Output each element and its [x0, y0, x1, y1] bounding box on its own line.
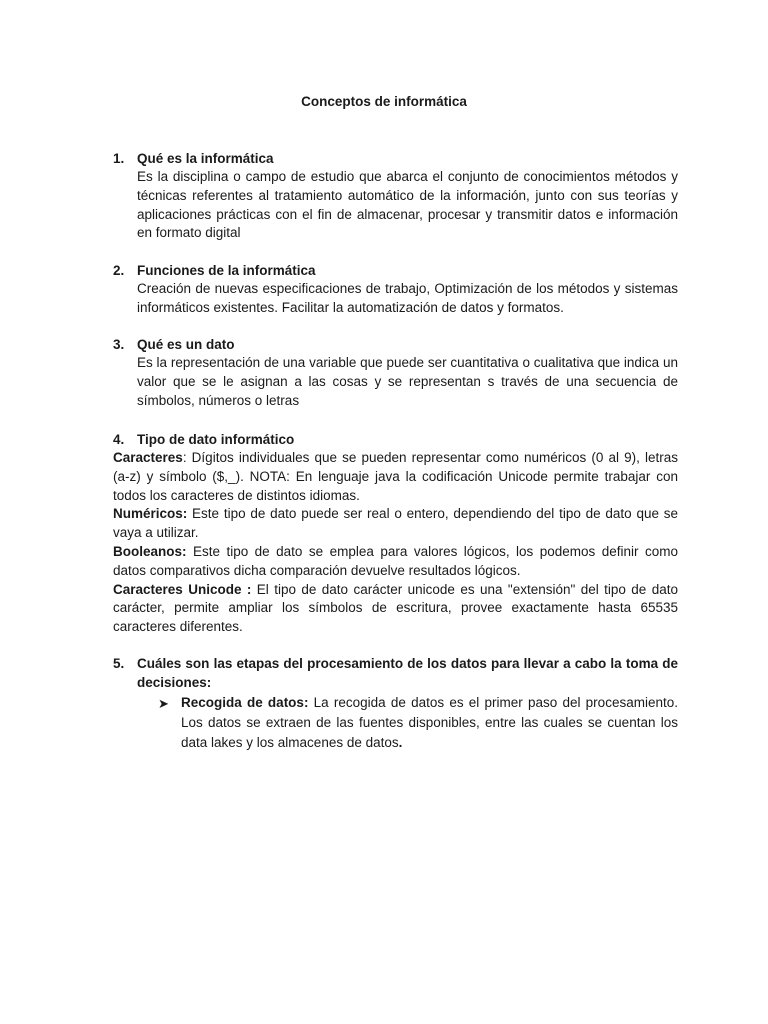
term-description: : Dígitos individuales que se pueden representar como numéricos (0 al 9), letras (a-z) y símbolo ($,_). NOTA: En lenguaje java la codificación Unicode permite trabajar con todos los caracteres de distintos idiomas. [113, 450, 678, 503]
section-4 [113, 430, 678, 637]
term-description: La recogida de datos es el primer paso del procesamiento. Los datos se extraen de las fuentes disponibles, entre las cuales se cuentan los data lakes y los almacenes de datos [181, 695, 678, 750]
bullet-text [181, 693, 678, 753]
section-5 [113, 654, 678, 753]
term-label: Numéricos: [113, 506, 188, 522]
section-number: 5. [113, 656, 125, 671]
arrowhead-bullet-icon: ➤ [158, 696, 169, 711]
section-2 [113, 261, 678, 318]
section-title: Qué es un dato [137, 337, 235, 352]
data-type-numericos [113, 505, 678, 543]
section-heading [113, 430, 678, 449]
section-title: Qué es la informática [137, 151, 274, 166]
section-body: Creación de nuevas especificaciones de trabajo, Optimización de los métodos y sistemas informáticos existentes. Facilitar la automatización de datos y formatos. [137, 281, 678, 315]
section-heading [113, 335, 678, 354]
data-type-booleanos [113, 543, 678, 581]
term-description: Este tipo de dato se emplea para valores lógicos, los podemos definir como datos comparativos dicha comparación devuelve resultados lógicos. [113, 543, 678, 578]
section-body: Es la disciplina o campo de estudio que abarca el conjunto de conocimientos métodos y técnicas referentes al tratamiento automático de la información, junto con sus teorías y aplicaciones prácticas con el fin de almacenar, procesar y transmitir datos e información en formato digital [137, 169, 678, 241]
term-label: Booleanos: [113, 543, 187, 559]
term-label: Caracteres Unicode : [113, 581, 252, 597]
term-description: El tipo de dato carácter unicode es una "extensión" del tipo de dato carácter, permite ampliar los símbolos de escritura, provee exactamente hasta 65535 caracteres diferentes. [113, 581, 678, 635]
data-type-caracteres [113, 449, 678, 505]
section-body: Es la representación de una variable que puede ser cuantitativa o cualitativa que indica un valor que se le asignan a las cosas y se representan s través de una secuencia de símbolos, números o letras [137, 355, 678, 408]
page-title: Conceptos de informática [301, 94, 467, 109]
section-heading [113, 149, 678, 168]
section-number: 3. [113, 337, 125, 352]
term-label: Recogida de datos: [181, 695, 309, 710]
term-description: Este tipo de dato puede ser real o entero, dependiendo del tipo de dato que se vaya a utilizar. [113, 506, 678, 541]
section-number: 1. [113, 151, 125, 166]
bullet-terminal-period: . [398, 735, 403, 750]
section-title: Cuáles son las etapas del procesamiento de los datos para llevar a cabo la toma de decisiones: [137, 656, 678, 690]
section-heading [113, 261, 678, 280]
section-heading [113, 654, 678, 692]
term-label: Caracteres [113, 450, 183, 465]
section-title: Funciones de la informática [137, 263, 316, 278]
section-title: Tipo de dato informático [137, 432, 295, 447]
bullet-item-recogida [158, 693, 678, 753]
section-3 [113, 335, 678, 410]
section-number: 2. [113, 263, 125, 278]
section-1 [113, 149, 678, 243]
section-number: 4. [113, 432, 125, 447]
data-type-unicode [113, 581, 678, 637]
